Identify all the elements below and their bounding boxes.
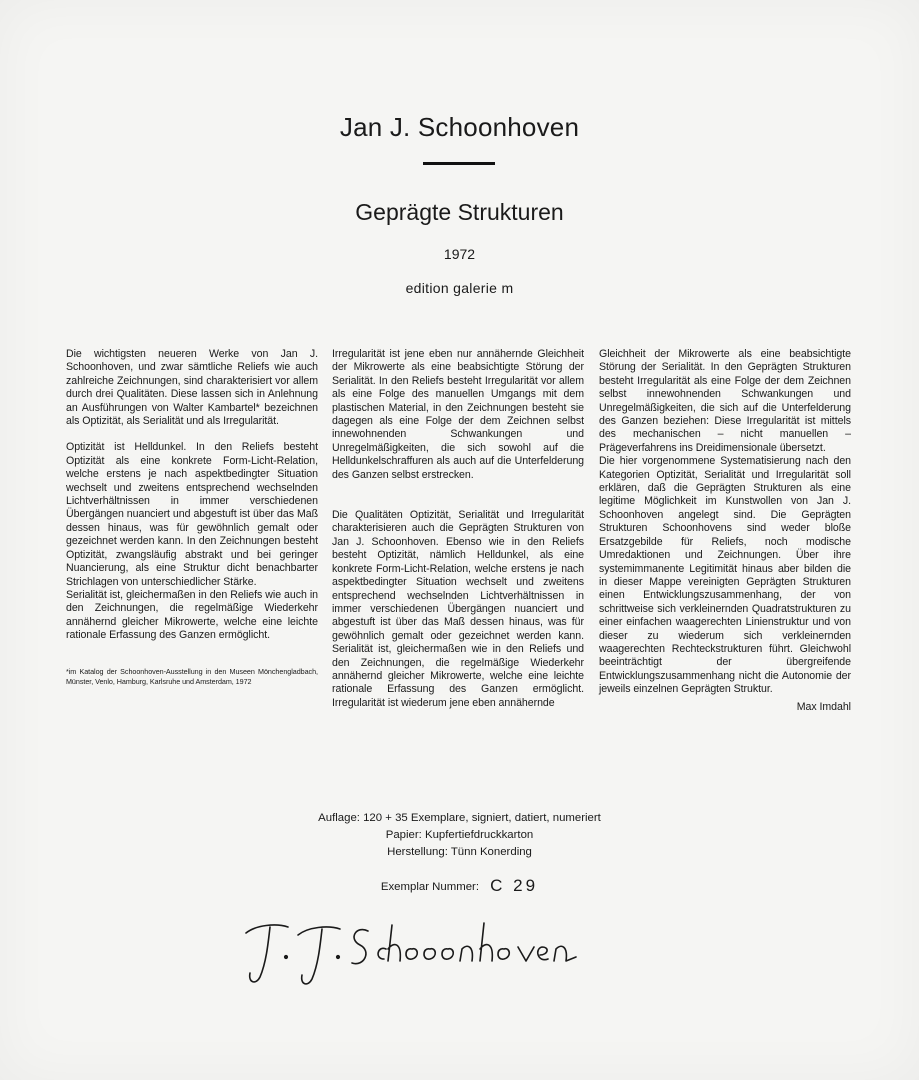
paragraph: Die hier vorgenommene Systematisierung nach den Kategorien Optizität, Serialität und Irregularität soll erklären, daß die Geprägten Strukturen als eine legitime Möglichkeit im Kunstwollen von Jan J. Schoonhoven angelegt sind. Die Geprägten Strukturen Schoonhovens sind weder bloße Ersatzgebilde für Reliefs, noch modische Umredaktionen und Zeichnungen. Über ihre systemimmanente Legitimität hinaus aber bilden die in dieser Mappe vereinigten Geprägten Strukturen einen Entwicklungszusammenhang, der von schrittweise sich verkleinernden Quadratstrukturen zu einer einfachen waagerechten Linienstruktur und von dieser zu wiederum sich verkleinernden waagerechten Rechteckstrukturen führt. Gleichwohl beeinträchtigt der übergreifende Entwicklungszusammenhang nicht die Autonomie der jeweils einzelnen Geprägten Struktur.	[599, 455, 851, 696]
paragraph: Irregularität ist jene eben nur annähernde Gleichheit der Mikrowerte als eine beabsichtigte Störung der Serialität. In den Reliefs besteht Irregularität vor allem als eine Folge des manuellen Umgangs mit dem plastischen Material, in den Zeichnungen besteht sie dagegen als eine Folge der dem Zeichnen selbst innewohnenden Schwankungen und Unregelmäßigkeiten, die sich sowohl auf die Helldunkelschraffuren als auch auf die Unterfelderung des Ganzen selbst erstrecken.	[332, 348, 584, 481]
signature	[236, 905, 596, 995]
exemplar-number: C 29	[490, 876, 539, 895]
colophon	[0, 810, 919, 861]
paragraph: Die wichtigsten neueren Werke von Jan J. Schoonhoven, und zwar sämtliche Reliefs wie auch zahlreiche Zeichnungen, sind charakterisiert vor allem durch drei Qualitäten. Diese lassen sich in Anlehnung an Ausführungen von Walter Kambartel* bezeichnen als Optizität, als Serialität und als Irregularität.	[66, 348, 318, 428]
author-name: Max Imdahl	[796, 700, 851, 713]
exemplar-label: Exemplar Nummer:	[380, 881, 479, 893]
paragraph: Serialität ist, gleichermaßen in den Reliefs wie auch in den Zeichnungen, die regelmäßige Wiederkehr annähernd gleicher Mikrowerte, welche eine leichte rationale Erfassung des Ganzen ermöglicht.	[66, 588, 318, 642]
publication-year: 1972	[443, 246, 476, 262]
page-title: Jan J. Schoonhoven	[339, 112, 580, 142]
text-column-1	[66, 348, 318, 687]
title-divider	[423, 162, 495, 165]
paragraph: Die Qualitäten Optizität, Serialität und Irregularität charakterisieren auch die Geprägten Strukturen von Jan J. Schoonhoven. Ebenso wie in den Reliefs besteht Optizität, nämlich Helldunkel, als eine konkrete Form-Licht-Relation, welche erstens je nach aspektbedingter Situation wechselt und zweitens entsprechend wechselnden Lichtverhältnissen in immer verschiedenen Übergängen nuanciert und abgestuft ist über das Maß dessen hinaus, was für gewöhnlich gemalt oder gezeichnet werden kann. Serialität ist, gleichermaßen wie in den Reliefs und den Zeichnungen, die regelmäßige Wiederkehr annähernd gleicher Mikrowerte, welche eine leichte rationale Erfassung des Ganzen ermöglicht. Irregularität ist wiederum jene eben annähernde	[332, 509, 584, 709]
text-column-2	[332, 348, 584, 710]
paper-info: Papier: Kupfertiefdruckkarton	[385, 829, 534, 841]
text-column-3	[599, 348, 851, 714]
edition-size: Auflage: 120 + 35 Exemplare, signiert, datiert, numeriert	[318, 812, 601, 824]
footnote: *im Katalog der Schoonhoven-Ausstellung in den Museen Mönchengladbach, Münster, Venlo, Hamburg, Karlsruhe und Amsterdam, 1972	[66, 666, 318, 686]
exemplar-number-line	[0, 876, 919, 896]
page-subtitle: Geprägte Strukturen	[355, 199, 564, 225]
paragraph: Gleichheit der Mikrowerte als eine beabsichtigte Störung der Serialität. In den Geprägten Strukturen besteht Irregularität als eine Folge der dem Zeichnen selbst innewohnenden Schwankungen und Unregelmäßigkeiten, die sich auf die Unterfelderung des Ganzen beziehen: Diese Irregularität ist mittels des mechanischen – nicht manuellen – Prägeverfahrens ins Dreidimensionale übersetzt.	[599, 348, 851, 454]
paragraph: Optizität ist Helldunkel. In den Reliefs besteht Optizität als eine konkrete Form-Licht-Relation, welche erstens je nach aspektbedingter Situation wechselt und zweitens entsprechend wechselnden Lichtverhältnissen in immer verschiedenen Übergängen nuanciert und abgestuft ist über das Maß dessen hinaus, was für gewöhnlich gemalt oder gezeichnet werden kann. In den Zeichnungen besteht Optizität, zwangsläufig abstrakt und bei geringer Nuancierung, als eine Struktur dicht benachbarter Strichlagen von unterschiedlicher Stärke.	[66, 441, 318, 588]
edition-label: edition galerie m	[405, 280, 514, 296]
production-info: Herstellung: Tünn Konerding	[387, 846, 532, 858]
